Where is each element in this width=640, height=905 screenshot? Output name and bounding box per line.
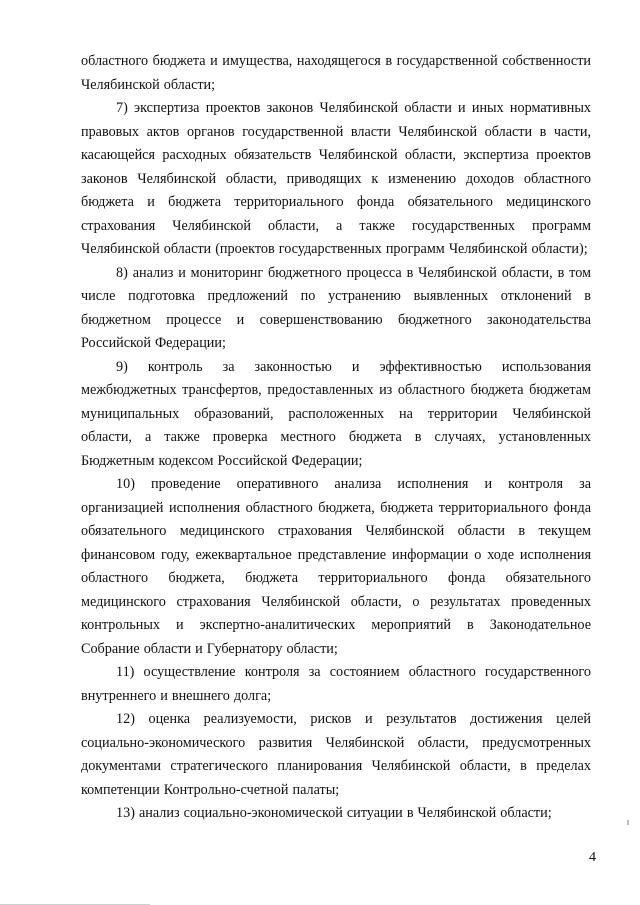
paragraph-item-7: 7) экспертиза проектов законов Челябинской области и иных нормативных правовых актов органов государственной власти Челябинской области в части, касающейся расходных обязательств Челябинской области, экспертиза проектов законов Челябинской области, приводящих к изменению доходов областного бюджета и бюджета территориального фонда обязательного медицинского страхования Челябинской области, а также государственных программ Челябинской области (проектов государственных программ Челябинской области);	[81, 100, 591, 257]
paragraph-item-9: 9) контроль за законностью и эффективностью использования межбюджетных трансфертов, предоставленных из областного бюджета бюджетам муниципальных образований, расположенных на территории Челябинской области, а также проверка местного бюджета в случаях, установленных Бюджетным кодексом Российской Федерации;	[81, 358, 591, 469]
scan-artifact-dot	[627, 820, 629, 825]
paragraph-item-12: 12) оценка реализуемости, рисков и результатов достижения целей социально-экономического развития Челябинской области, предусмотренных документами стратегического планирования Челябинской области, в пределах компетенции Контрольно-счетной палаты;	[81, 711, 591, 798]
paragraph-item-10: 10) проведение оперативного анализа исполнения и контроля за организацией исполнения областного бюджета, бюджета территориального фонда обязательного медицинского страхования Челябинской области в текущем финансовом году, ежеквартальное представление информации о ходе исполнения областного бюджета, бюджета территориального фонда обязательного медицинского страхования Челябинской области, о результатах проведенных контрольных и экспертно-аналитических мероприятий в Законодательное Собрание области и Губернатору области;	[81, 476, 591, 657]
paragraph-item-11: 11) осуществление контроля за состоянием областного государственного внутреннего и внешнего долга;	[81, 664, 591, 704]
paragraph-continuation: областного бюджета и имущества, находящегося в государственной собственности Челябинской области;	[81, 53, 591, 93]
paragraph-item-8: 8) анализ и мониторинг бюджетного процесса в Челябинской области, в том числе подготовка предложений по устранению выявленных отклонений в бюджетном процессе и совершенствованию бюджетного законодательства Российской Федерации;	[81, 264, 591, 351]
page-number: 4	[589, 850, 596, 865]
document-body	[81, 50, 591, 826]
paragraph-item-13: 13) анализ социально-экономической ситуации в Челябинской области;	[116, 805, 552, 821]
